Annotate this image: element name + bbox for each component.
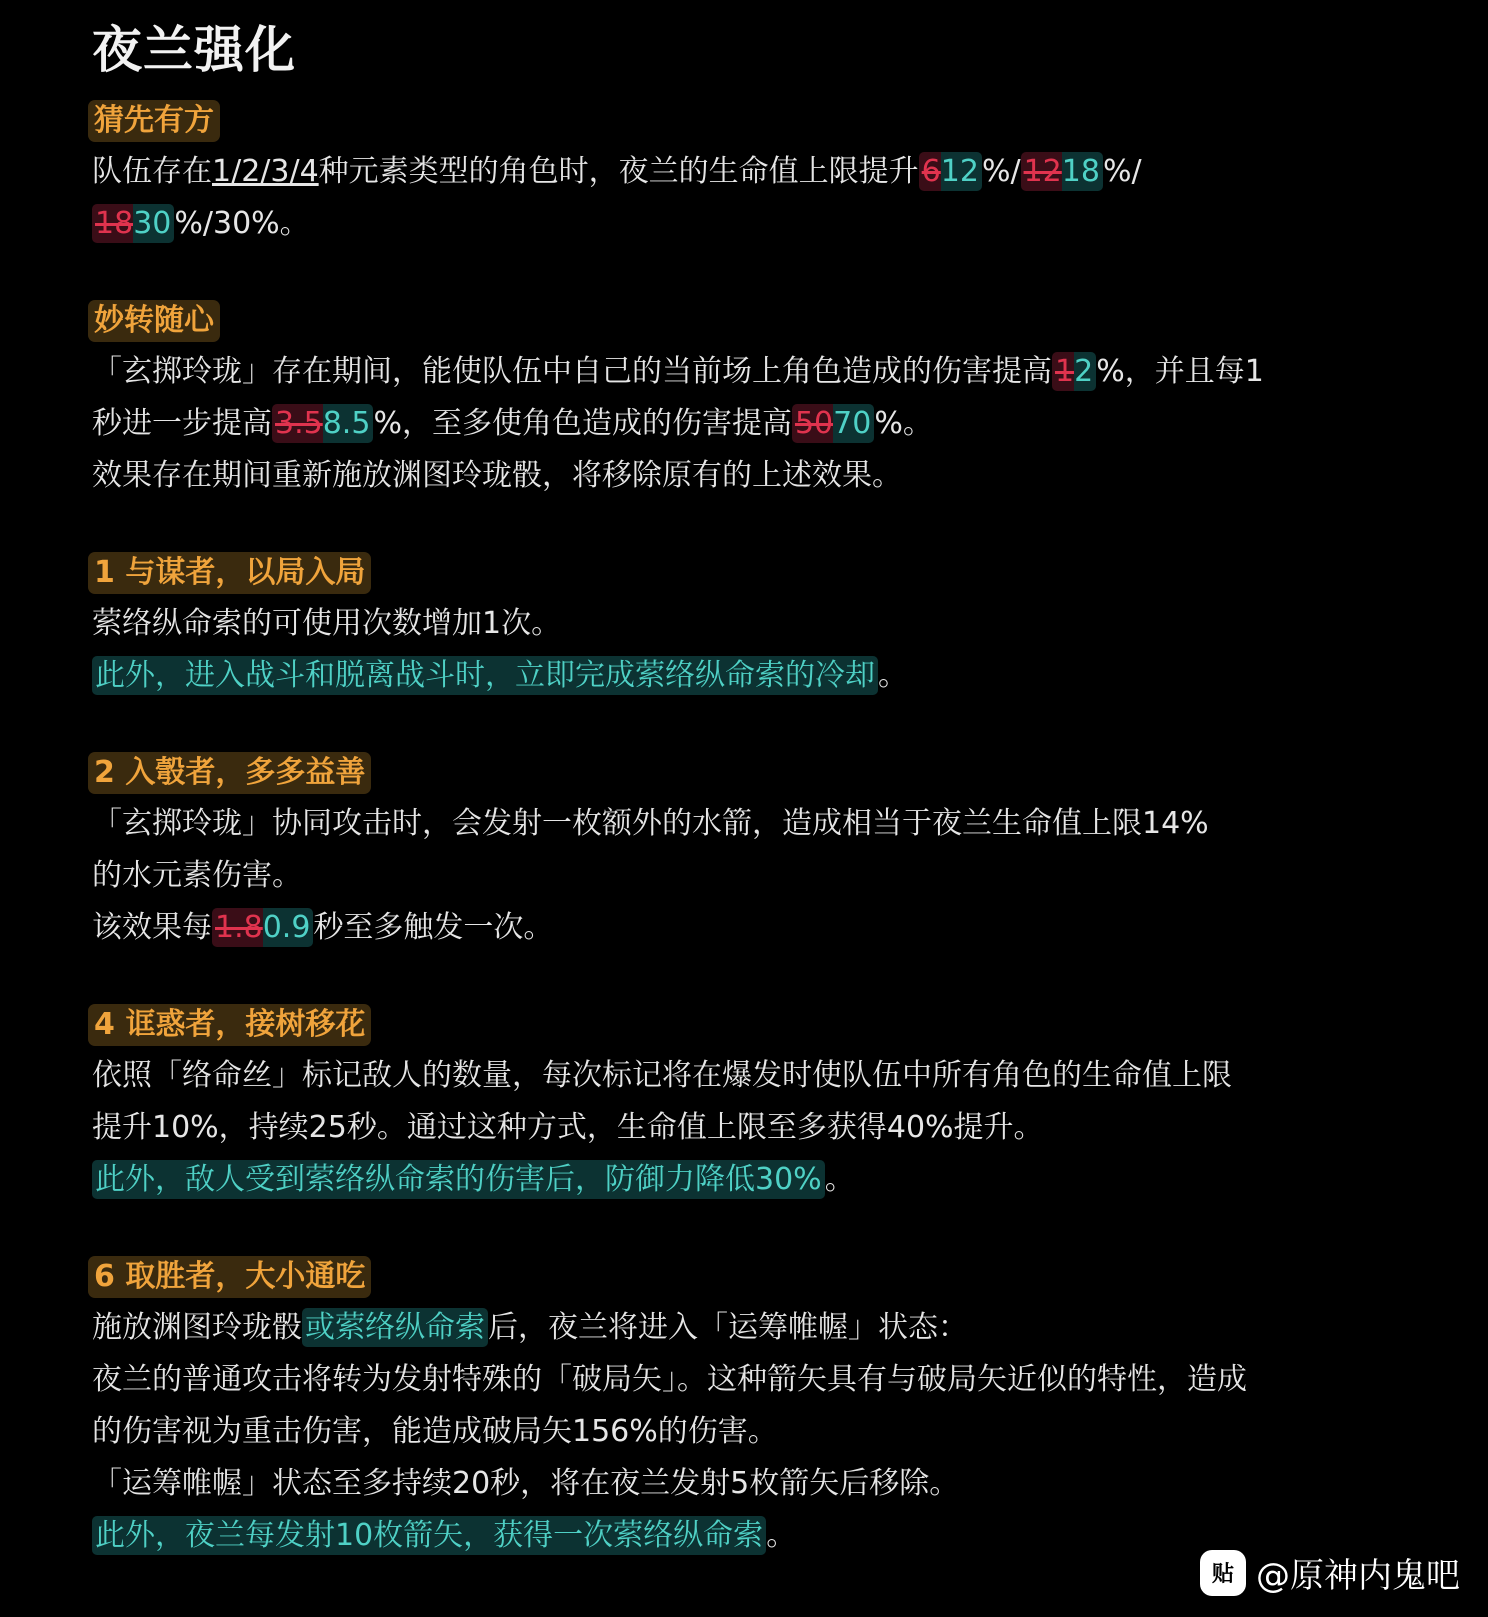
talent-section xyxy=(92,1256,1472,1562)
text-run: %，至多使角色造成的伤害提高 xyxy=(373,406,792,441)
section-heading: 6 取胜者，大小通吃 xyxy=(88,1256,371,1298)
text-run: 。 xyxy=(878,658,908,693)
added-text: 此外，夜兰每发射10枚箭矢，获得一次萦络纵命索 xyxy=(92,1516,766,1555)
removed-value: 1 xyxy=(1052,352,1074,391)
description-line xyxy=(92,1458,1472,1510)
sections-container xyxy=(92,100,1472,1562)
talent-section xyxy=(92,752,1472,954)
text-run: 依照「络命丝」标记敌人的数量，每次标记将在爆发时使队伍中所有角色的生命值上限 xyxy=(92,1058,1232,1093)
removed-value: 3.5 xyxy=(272,404,323,443)
description-line xyxy=(92,598,1472,650)
talent-section xyxy=(92,1004,1472,1206)
description-line xyxy=(92,1406,1472,1458)
document xyxy=(92,14,1472,1612)
removed-value: 50 xyxy=(792,404,833,443)
text-run: 种元素类型的角色时，夜兰的生命值上限提升 xyxy=(318,154,919,189)
removed-value: 18 xyxy=(92,204,133,243)
new-value: 2 xyxy=(1074,352,1096,391)
new-value: 8.5 xyxy=(323,404,374,443)
description-line xyxy=(92,1354,1472,1406)
description-line xyxy=(92,798,1472,850)
new-value: 30 xyxy=(133,204,174,243)
added-text: 此外，敌人受到萦络纵命索的伤害后，防御力降低30% xyxy=(92,1160,825,1199)
section-heading: 4 诓惑者，接树移花 xyxy=(88,1004,371,1046)
description-line xyxy=(92,146,1472,198)
description-line xyxy=(92,1302,1472,1354)
watermark xyxy=(1200,1548,1460,1597)
text-run: 「运筹帷幄」状态至多持续20秒，将在夜兰发射5枚箭矢后移除。 xyxy=(92,1466,960,1501)
removed-value: 1.8 xyxy=(212,908,263,947)
text-run: 该效果每 xyxy=(92,910,212,945)
talent-section xyxy=(92,100,1472,250)
talent-section xyxy=(92,552,1472,702)
text-run: 秒进一步提高 xyxy=(92,406,272,441)
text-run: %/30%。 xyxy=(174,206,310,241)
text-run: 效果存在期间重新施放渊图玲珑骰，将移除原有的上述效果。 xyxy=(92,458,902,493)
tieba-paw-icon: 贴 xyxy=(1200,1550,1246,1596)
text-run: 施放渊图玲珑骰 xyxy=(92,1310,302,1345)
description-line xyxy=(92,902,1472,954)
description-line xyxy=(92,450,1472,502)
description-line xyxy=(92,1102,1472,1154)
description-line xyxy=(92,650,1472,702)
text-run: 「玄掷玲珑」协同攻击时，会发射一枚额外的水箭，造成相当于夜兰生命值上限14% xyxy=(92,806,1209,841)
watermark-text: @原神内鬼吧 xyxy=(1256,1556,1460,1596)
description-line xyxy=(92,398,1472,450)
description-line xyxy=(92,198,1472,250)
description-line xyxy=(92,1050,1472,1102)
text-run: 「玄掷玲珑」存在期间，能使队伍中自己的当前场上角色造成的伤害提高 xyxy=(92,354,1052,389)
new-value: 0.9 xyxy=(263,908,314,947)
description-line xyxy=(92,1154,1472,1206)
text-run: 夜兰的普通攻击将转为发射特殊的「破局矢」。这种箭矢具有与破局矢近似的特性，造成 xyxy=(92,1362,1247,1397)
new-value: 70 xyxy=(833,404,874,443)
text-run: 队伍存在 xyxy=(92,154,212,189)
text-run: 后，夜兰将进入「运筹帷幄」状态： xyxy=(488,1310,968,1345)
page-title: 夜兰强化 xyxy=(92,21,296,79)
section-heading: 1 与谋者，以局入局 xyxy=(88,552,371,594)
text-run: 。 xyxy=(824,1162,855,1197)
text-run: 提升10%，持续25秒。通过这种方式，生命值上限至多获得40%提升。 xyxy=(92,1110,1044,1145)
text-run: %。 xyxy=(874,406,933,441)
underlined-text: 1/2/3/4 xyxy=(212,154,319,189)
description-line xyxy=(92,346,1472,398)
new-value: 18 xyxy=(1062,152,1103,191)
text-run: %/ xyxy=(981,154,1021,189)
section-heading: 2 入彀者，多多益善 xyxy=(88,752,371,794)
text-run: 的水元素伤害。 xyxy=(92,858,302,893)
description-line xyxy=(92,850,1472,902)
text-run: 。 xyxy=(766,1518,797,1553)
text-run: 的伤害视为重击伤害，能造成破局矢156%的伤害。 xyxy=(92,1414,778,1449)
section-heading: 妙转随心 xyxy=(88,300,220,342)
new-value: 12 xyxy=(941,152,982,191)
text-run: %，并且每1 xyxy=(1096,354,1264,389)
talent-section xyxy=(92,300,1472,502)
text-run: 秒至多触发一次。 xyxy=(313,910,554,945)
removed-value: 6 xyxy=(919,152,941,191)
text-run: %/ xyxy=(1102,154,1142,189)
text-run: 萦络纵命索的可使用次数增加1次。 xyxy=(92,606,562,641)
removed-value: 12 xyxy=(1021,152,1062,191)
added-text: 此外，进入战斗和脱离战斗时，立即完成萦络纵命索的冷却 xyxy=(92,656,878,695)
added-text: 或萦络纵命索 xyxy=(302,1308,488,1347)
section-heading: 猜先有方 xyxy=(88,100,220,142)
